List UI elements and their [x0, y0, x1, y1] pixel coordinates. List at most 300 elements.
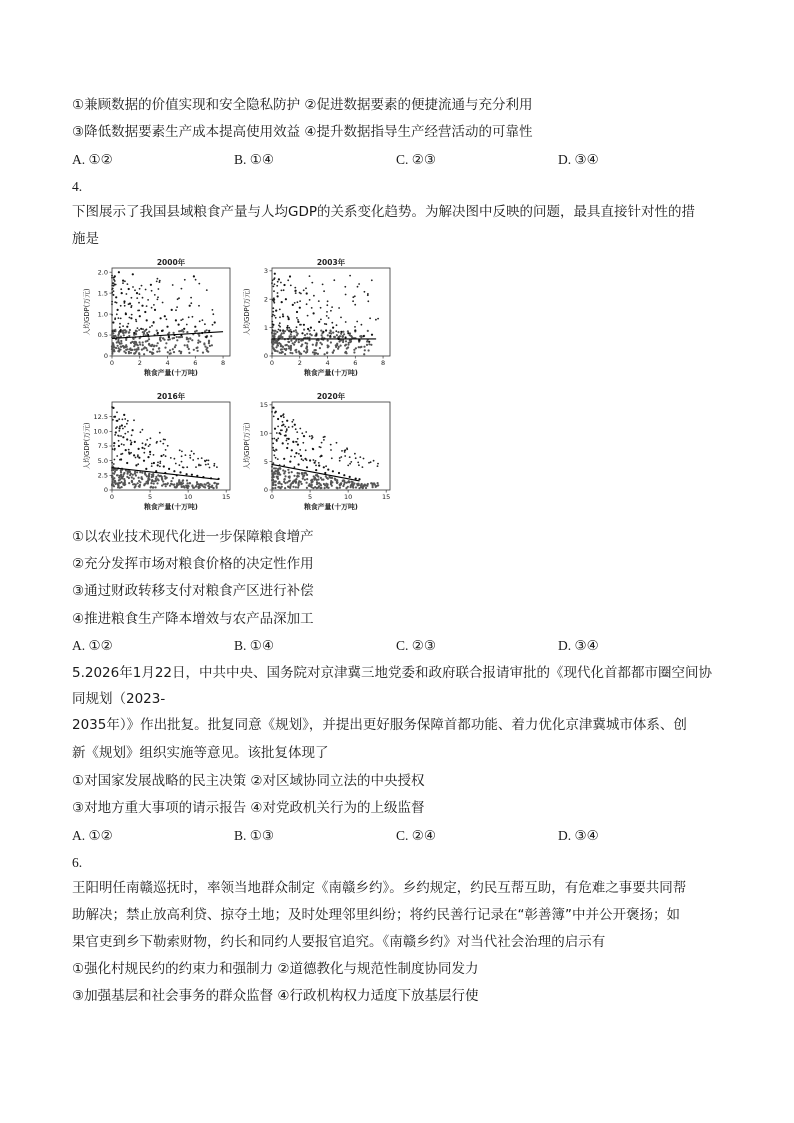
scatter-point	[276, 285, 278, 287]
data-point	[306, 466, 308, 468]
scatter-point	[116, 411, 118, 413]
cluster-point	[165, 485, 167, 487]
cluster-point	[350, 340, 352, 342]
q4-option-d[interactable]: D. ③④	[558, 638, 599, 653]
cluster-point	[312, 344, 314, 346]
scatter-point	[167, 445, 169, 447]
scatter-point	[277, 438, 279, 440]
data-point	[276, 439, 278, 441]
cluster-point	[289, 335, 291, 337]
cluster-point	[118, 479, 120, 481]
scatter-point	[130, 306, 132, 308]
x-tick-label: 0	[109, 359, 115, 367]
cluster-point	[135, 330, 137, 332]
cluster-point	[317, 476, 319, 478]
cluster-point	[204, 486, 206, 488]
data-point	[371, 334, 373, 336]
data-point	[298, 463, 300, 465]
data-point	[138, 457, 140, 459]
data-point	[309, 459, 311, 461]
q6-statement-1-2: ①强化村规民约的约束力和强制力 ②道德教化与规范性制度协同发力	[72, 961, 479, 977]
cluster-point	[357, 484, 359, 486]
scatter-point	[138, 302, 140, 304]
cluster-point	[188, 352, 190, 354]
data-point	[193, 275, 195, 277]
cluster-point	[145, 347, 147, 349]
cluster-point	[339, 487, 341, 489]
scatter-point	[286, 440, 288, 442]
cluster-point	[311, 334, 313, 336]
cluster-point	[324, 353, 326, 355]
data-point	[303, 435, 305, 437]
cluster-point	[126, 348, 128, 350]
data-point	[292, 304, 294, 306]
data-point	[154, 309, 156, 311]
cluster-point	[112, 478, 114, 480]
cluster-point	[299, 353, 301, 355]
scatter-point	[156, 281, 158, 283]
q4-option-b[interactable]: B. ①④	[234, 638, 274, 653]
scatter-point	[178, 297, 180, 299]
scatter-point	[137, 454, 139, 456]
scatter-point	[146, 305, 148, 307]
cluster-point	[196, 330, 198, 332]
cluster-point	[311, 486, 313, 488]
scatter-point	[367, 300, 369, 302]
data-point	[312, 448, 314, 450]
scatter-point	[198, 283, 200, 285]
cluster-point	[336, 334, 338, 336]
scatter-point	[331, 322, 333, 324]
scatter-point	[271, 321, 273, 323]
cluster-point	[273, 342, 275, 344]
cluster-point	[302, 478, 304, 480]
cluster-point	[319, 342, 321, 344]
scatter-point	[273, 278, 275, 280]
scatter-point	[174, 458, 176, 460]
scatter-point	[123, 444, 125, 446]
scatter-point	[349, 275, 351, 277]
scatter-point	[116, 426, 118, 428]
data-point	[340, 331, 342, 333]
y-tick-label: 1	[263, 323, 268, 332]
x-tick-label: 0	[269, 493, 275, 501]
q4-option-a[interactable]: A. ①②	[72, 638, 113, 653]
q4-number: 4.	[72, 179, 83, 194]
scatter-point	[181, 288, 183, 290]
cluster-point	[311, 484, 313, 486]
scatter-point	[119, 426, 121, 428]
scatter-point	[294, 302, 296, 304]
scatter-point	[186, 324, 188, 326]
scatter-point	[214, 463, 216, 465]
scatter-point	[279, 326, 281, 328]
data-point	[322, 331, 324, 333]
scatter-point	[122, 419, 124, 421]
x-tick-label: 4	[165, 359, 170, 367]
cluster-point	[116, 469, 118, 471]
scatter-point	[175, 309, 177, 311]
scatter-point	[119, 326, 121, 328]
cluster-point	[363, 353, 365, 355]
data-point	[303, 324, 305, 326]
cluster-point	[170, 352, 172, 354]
cluster-point	[292, 342, 294, 344]
cluster-point	[120, 471, 122, 473]
scatter-point	[325, 323, 327, 325]
q4-options	[72, 637, 732, 655]
data-point	[318, 321, 320, 323]
cluster-point	[338, 346, 340, 348]
data-point	[160, 317, 162, 319]
scatter-point	[277, 458, 279, 460]
scatter-point	[273, 299, 275, 301]
cluster-point	[298, 350, 300, 352]
cluster-point	[180, 352, 182, 354]
scatter-point	[375, 319, 377, 321]
cluster-point	[358, 346, 360, 348]
cluster-point	[138, 480, 140, 482]
data-point	[166, 326, 168, 328]
scatter-point	[288, 330, 290, 332]
scatter-point	[286, 428, 288, 430]
cluster-point	[327, 478, 329, 480]
scatter-point	[362, 466, 364, 468]
x-tick-label: 8	[220, 359, 226, 367]
data-point	[295, 290, 297, 292]
cluster-point	[187, 340, 189, 342]
scatter-point	[198, 464, 200, 466]
q3-option-c[interactable]: C. ②③	[396, 152, 436, 167]
cluster-point	[151, 344, 153, 346]
scatter-point	[328, 317, 330, 319]
scatter-point	[318, 462, 320, 464]
cluster-point	[329, 330, 331, 332]
scatter-point	[113, 330, 115, 332]
q5-option-a[interactable]: A. ①②	[72, 828, 113, 843]
y-axis-label: 人均GDP(万元)	[83, 288, 91, 336]
cluster-point	[288, 476, 290, 478]
q5-option-d[interactable]: D. ③④	[558, 828, 599, 843]
cluster-point	[280, 352, 282, 354]
cluster-point	[179, 336, 181, 338]
cluster-point	[185, 485, 187, 487]
scatter-point	[336, 442, 338, 444]
cluster-point	[302, 475, 304, 477]
cluster-point	[191, 484, 193, 486]
scatter-point	[181, 461, 183, 463]
data-point	[133, 454, 135, 456]
scatter-point	[114, 284, 116, 286]
scatter-point	[313, 295, 315, 297]
cluster-point	[122, 475, 124, 477]
cluster-point	[160, 340, 162, 342]
cluster-point	[178, 350, 180, 352]
scatter-panel-3	[82, 391, 230, 511]
cluster-point	[113, 346, 115, 348]
cluster-point	[174, 346, 176, 348]
cluster-point	[137, 482, 139, 484]
cluster-point	[336, 487, 338, 489]
data-point	[123, 300, 125, 302]
data-point	[280, 415, 282, 417]
scatter-point	[157, 278, 159, 280]
data-point	[117, 309, 119, 311]
cluster-point	[130, 342, 132, 344]
q5-option-b[interactable]: B. ①③	[234, 828, 274, 843]
cluster-point	[284, 344, 286, 346]
scatter-point	[296, 326, 298, 328]
scatter-point	[271, 282, 273, 284]
cluster-point	[274, 349, 276, 351]
cluster-point	[159, 337, 161, 339]
scatter-point	[333, 279, 335, 281]
cluster-point	[128, 351, 130, 353]
cluster-point	[144, 472, 146, 474]
scatter-point	[346, 447, 348, 449]
cluster-point	[293, 335, 295, 337]
x-tick-label: 2	[297, 359, 302, 367]
scatter-point	[151, 463, 153, 465]
data-point	[289, 275, 291, 277]
cluster-point	[300, 345, 302, 347]
cluster-point	[340, 482, 342, 484]
scatter-point	[192, 459, 194, 461]
cluster-point	[132, 483, 134, 485]
cluster-point	[346, 347, 348, 349]
cluster-point	[188, 348, 190, 350]
cluster-point	[276, 341, 278, 343]
data-point	[292, 441, 294, 443]
cluster-point	[187, 487, 189, 489]
scatter-point	[136, 297, 138, 299]
scatter-point	[142, 297, 144, 299]
cluster-point	[123, 478, 125, 480]
scatter-point	[180, 319, 182, 321]
scatter-point	[113, 279, 115, 281]
scatter-point	[272, 329, 274, 331]
q3-option-d[interactable]: D. ③④	[558, 152, 599, 167]
scatter-point	[143, 452, 145, 454]
cluster-point	[186, 338, 188, 340]
data-point	[315, 469, 317, 471]
cluster-point	[331, 477, 333, 479]
scatter-point	[356, 321, 358, 323]
scatter-point	[182, 318, 184, 320]
scatter-point	[139, 293, 141, 295]
data-point	[164, 315, 166, 317]
cluster-point	[332, 351, 334, 353]
cluster-point	[146, 349, 148, 351]
scatter-point	[315, 460, 317, 462]
cluster-point	[314, 353, 316, 355]
scatter-point	[113, 445, 115, 447]
scatter-point	[122, 428, 124, 430]
data-point	[163, 465, 165, 467]
cluster-point	[306, 349, 308, 351]
x-axis-label: 粮食产量(十万吨)	[304, 503, 358, 511]
scatter-point	[129, 317, 131, 319]
data-point	[126, 438, 128, 440]
cluster-point	[176, 339, 178, 341]
cluster-point	[345, 487, 347, 489]
cluster-point	[271, 479, 273, 481]
cluster-point	[271, 466, 273, 468]
cluster-point	[161, 485, 163, 487]
cluster-point	[205, 484, 207, 486]
cluster-point	[295, 349, 297, 351]
data-point	[140, 328, 142, 330]
cluster-point	[274, 339, 276, 341]
cluster-point	[306, 333, 308, 335]
cluster-point	[284, 353, 286, 355]
scatter-point	[182, 466, 184, 468]
data-point	[272, 324, 274, 326]
cluster-point	[277, 482, 279, 484]
data-point	[313, 312, 315, 314]
scatter-point	[113, 463, 115, 465]
q3-option-a[interactable]: A. ①②	[72, 152, 113, 167]
data-point	[120, 458, 122, 460]
q6-statement-3-4: ③加强基层和社会事务的群众监督 ④行政机构权力适度下放基层行使	[72, 988, 479, 1004]
cluster-point	[132, 474, 134, 476]
cluster-point	[273, 467, 275, 469]
cluster-point	[306, 478, 308, 480]
scatter-point	[277, 292, 279, 294]
cluster-point	[129, 329, 131, 331]
cluster-point	[377, 482, 379, 484]
scatter-point	[344, 286, 346, 288]
cluster-point	[320, 487, 322, 489]
scatter-point	[111, 301, 113, 303]
y-tick-label: 0	[103, 486, 108, 495]
data-point	[139, 315, 141, 317]
scatter-point	[276, 449, 278, 451]
q3-option-b[interactable]: B. ①④	[234, 152, 274, 167]
cluster-point	[172, 337, 174, 339]
scatter-point	[131, 442, 133, 444]
cluster-point	[290, 484, 292, 486]
data-point	[122, 436, 124, 438]
scatter-point	[294, 456, 296, 458]
cluster-point	[136, 471, 138, 473]
scatter-point	[345, 294, 347, 296]
scatter-point	[175, 463, 177, 465]
scatter-point	[188, 316, 190, 318]
data-point	[278, 278, 280, 280]
data-point	[126, 326, 128, 328]
cluster-point	[197, 350, 199, 352]
cluster-point	[151, 351, 153, 353]
q4-item-3: ③通过财政转移支付对粮食产区进行补偿	[72, 583, 314, 599]
cluster-point	[355, 486, 357, 488]
scatter-point	[131, 297, 133, 299]
data-point	[144, 311, 146, 313]
scatter-point	[284, 426, 286, 428]
scatter-point	[282, 313, 284, 315]
y-tick-label: 2.0	[97, 268, 108, 277]
scatter-point	[176, 306, 178, 308]
scatter-point	[330, 449, 332, 451]
data-point	[294, 424, 296, 426]
cluster-point	[289, 487, 291, 489]
cluster-point	[156, 345, 158, 347]
scatter-point	[275, 457, 277, 459]
scatter-point	[157, 462, 159, 464]
cluster-point	[306, 343, 308, 345]
scatter-point	[344, 450, 346, 452]
data-point	[114, 275, 116, 277]
cluster-point	[309, 483, 311, 485]
scatter-point	[349, 456, 351, 458]
scatter-point	[297, 301, 299, 303]
cluster-point	[156, 330, 158, 332]
data-point	[149, 451, 151, 453]
cluster-point	[289, 352, 291, 354]
data-point	[355, 478, 357, 480]
cluster-point	[368, 349, 370, 351]
cluster-point	[330, 480, 332, 482]
scatter-point	[186, 466, 188, 468]
scatter-point	[299, 428, 301, 430]
data-point	[157, 464, 159, 466]
data-point	[314, 462, 316, 464]
scatter-point	[179, 449, 181, 451]
y-tick-label: 5	[263, 457, 268, 466]
cluster-point	[116, 474, 118, 476]
scatter-point	[272, 314, 274, 316]
cluster-point	[311, 482, 313, 484]
cluster-point	[288, 341, 290, 343]
q4-option-c[interactable]: C. ②③	[396, 638, 436, 653]
scatter-point	[144, 448, 146, 450]
data-point	[288, 318, 290, 320]
data-point	[300, 455, 302, 457]
cluster-point	[342, 336, 344, 338]
cluster-point	[316, 479, 318, 481]
scatter-point	[207, 463, 209, 465]
scatter-point	[200, 464, 202, 466]
scatter-point	[330, 310, 332, 312]
cluster-point	[370, 344, 372, 346]
cluster-point	[208, 487, 210, 489]
cluster-point	[360, 335, 362, 337]
cluster-point	[133, 352, 135, 354]
cluster-point	[346, 352, 348, 354]
cluster-point	[353, 351, 355, 353]
scatter-point	[124, 305, 126, 307]
scatter-point	[341, 450, 343, 452]
scatter-point	[114, 434, 116, 436]
scatter-point	[142, 442, 144, 444]
data-point	[286, 327, 288, 329]
scatter-point	[201, 457, 203, 459]
cluster-point	[286, 481, 288, 483]
cluster-point	[304, 472, 306, 474]
data-point	[307, 328, 309, 330]
data-point	[214, 321, 216, 323]
q5-option-c[interactable]: C. ②④	[396, 828, 436, 843]
scatter-point	[165, 455, 167, 457]
cluster-point	[277, 350, 279, 352]
cluster-point	[117, 334, 119, 336]
scatter-point	[118, 430, 120, 432]
cluster-point	[173, 332, 175, 334]
cluster-point	[170, 483, 172, 485]
cluster-point	[343, 333, 345, 335]
scatter-point	[120, 435, 122, 437]
cluster-point	[186, 331, 188, 333]
